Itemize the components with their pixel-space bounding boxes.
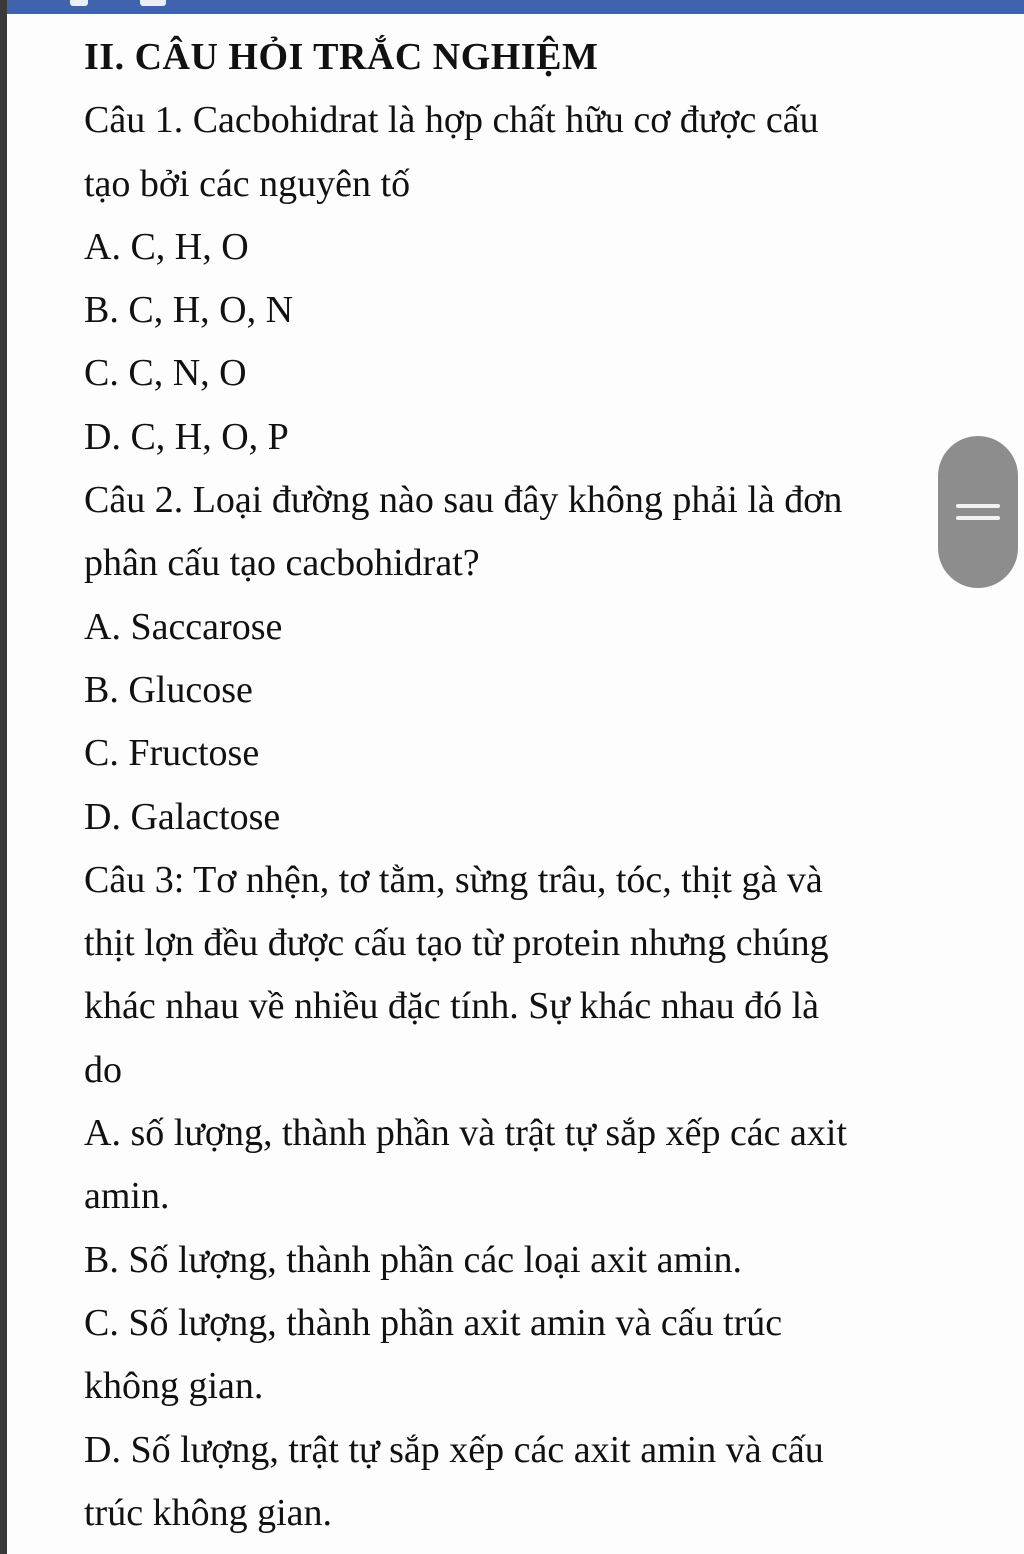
question-2-option-c: C. Fructose <box>84 732 260 775</box>
question-2-stem-line-2: phân cấu tạo cacbohidrat? <box>84 542 480 585</box>
question-3-option-a-line-2: amin. <box>84 1175 170 1218</box>
question-3-stem-line-3: khác nhau về nhiều đặc tính. Sự khác nhau đó là <box>84 985 819 1028</box>
question-2 <box>84 469 964 849</box>
question-3 <box>84 849 964 1545</box>
scroll-handle[interactable] <box>938 436 1018 588</box>
question-1-stem-line-1: Câu 1. Cacbohidrat là hợp chất hữu cơ được cấu <box>84 99 819 142</box>
question-3-option-c-line-1: C. Số lượng, thành phần axit amin và cấu trúc <box>84 1301 783 1344</box>
question-3-option-d-line-1: D. Số lượng, trật tự sắp xếp các axit amin và cấu <box>84 1428 824 1471</box>
left-edge <box>0 0 7 1554</box>
question-1-option-a: A. C, H, O <box>84 225 249 268</box>
question-1-option-d: D. C, H, O, P <box>84 415 289 458</box>
question-1 <box>84 89 964 469</box>
question-3-stem-line-4: do <box>84 1048 122 1091</box>
question-2-stem-line-1: Câu 2. Loại đường nào sau đây không phải là đơn <box>84 479 843 522</box>
question-1-option-c: C. C, N, O <box>84 352 247 395</box>
section-title: II. CÂU HỎI TRẮC NGHIỆM <box>84 36 599 78</box>
question-2-option-b: B. Glucose <box>84 668 253 711</box>
top-bar-tab <box>140 0 166 6</box>
handle-grip-line-icon <box>956 504 1000 508</box>
question-1-stem-line-2: tạo bởi các nguyên tố <box>84 162 411 205</box>
question-3-stem-line-1: Câu 3: Tơ nhện, tơ tằm, sừng trâu, tóc, thịt gà và <box>84 858 823 901</box>
question-3-option-b: B. Số lượng, thành phần các loại axit amin. <box>84 1238 743 1281</box>
question-1-option-b: B. C, H, O, N <box>84 289 294 332</box>
document-page <box>84 26 964 1545</box>
question-2-option-a: A. Saccarose <box>84 605 283 648</box>
top-bar-tab <box>70 0 88 6</box>
app-top-bar <box>0 0 1024 14</box>
question-2-option-d: D. Galactose <box>84 795 281 838</box>
question-3-option-a-line-1: A. số lượng, thành phần và trật tự sắp xếp các axit <box>84 1112 848 1155</box>
question-3-stem-line-2: thịt lợn đều được cấu tạo từ protein nhưng chúng <box>84 922 829 965</box>
question-3-option-c-line-2: không gian. <box>84 1365 264 1408</box>
handle-grip-line-icon <box>956 516 1000 520</box>
question-3-option-d-line-2: trúc không gian. <box>84 1491 333 1534</box>
